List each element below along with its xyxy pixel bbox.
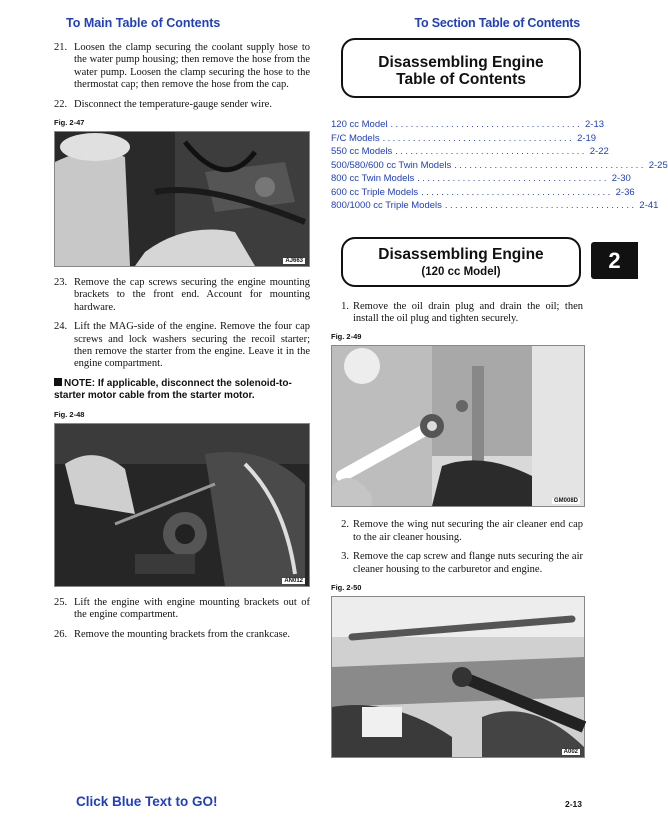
toc-title-line2: Table of Contents [396, 71, 526, 88]
fig-2-47-photo [54, 131, 310, 267]
toc-item-600-triple[interactable]: 600 cc Triple Models ...................................... 2-36 [331, 186, 635, 198]
step-24: 24. Lift the MAG-side of the engine. Remove the four cap screws and lock washers securing the recoil starter; then remove the starter from the engine. Leave it in the engine compartment. [54, 321, 310, 370]
step-26: 26. Remove the mounting brackets from the crankcase. [54, 628, 291, 640]
section-title-box [341, 237, 581, 287]
toc-title-line1: Disassembling Engine [378, 54, 544, 71]
toc-item-120cc[interactable]: 120 cc Model ...................................... 2-13 [331, 119, 605, 130]
toc-item-600-twin[interactable]: 500/580/600 cc Twin Models ...................................... 2-25 [331, 159, 668, 171]
right-column [331, 38, 668, 758]
step-3: 3. Remove the cap screw and flange nuts securing the air cleaner housing to the carburetor and engine. [341, 551, 583, 575]
fig-2-49-label: Fig. 2-49 [331, 332, 362, 342]
section-toc-link[interactable]: To Section Table of Contents [414, 16, 580, 30]
toc-item-550cc[interactable]: 550 cc Models ...................................... 2-22 [331, 146, 609, 157]
fig-2-47-label: Fig. 2-47 [54, 118, 85, 128]
step-1: 1. Remove the oil drain plug and drain the oil; then install the oil plug and tighten securely. [341, 300, 583, 324]
fig-2-48-label: Fig. 2-48 [54, 409, 85, 419]
toc-title-box [341, 38, 581, 98]
fig-2-50-photo [331, 596, 585, 758]
fig-2-48-code: AN012 [284, 577, 303, 584]
fig-2-48-photo [54, 423, 310, 587]
step-23: 23. Remove the cap screws securing the engine mounting brackets to the front end. Account for mounting hardware. [54, 277, 310, 313]
fig-2-49-photo [331, 345, 585, 507]
toc-list [331, 118, 668, 213]
note-marker [54, 378, 62, 386]
step-21: 21. Loosen the clamp securing the coolant supply hose to the water pump housing; then remove the hose from the water pump. Loosen the clamp securing the hose to the thermostat cap; then remove the hose from the cap. [54, 42, 310, 91]
step-25: 25. Lift the engine with engine mounting brackets out of the engine compartment. [54, 596, 310, 621]
left-column [54, 42, 310, 648]
click-blue-text-note: Click Blue Text to GO! [76, 794, 218, 809]
toc-item-800-twin[interactable]: 800 cc Twin Models ...................................... 2-30 [331, 173, 631, 184]
fig-2-50-code: A002 [563, 748, 578, 755]
page-number: 2-13 [564, 799, 582, 809]
step-22: 22. Disconnect the temperature-gauge sender wire. [54, 98, 272, 110]
section-title-line1: Disassembling Engine [378, 245, 544, 263]
section-tab: 2 [591, 242, 638, 279]
toc-item-1000-triple[interactable]: 800/1000 cc Triple Models ...................................... 2-41 [331, 200, 659, 211]
fig-2-49-code: GM008D [553, 498, 578, 505]
toc-item-fc[interactable]: F/C Models ...................................... 2-19 [331, 132, 597, 144]
fig-2-50-label: Fig. 2-50 [331, 582, 362, 592]
step-2: 2. Remove the wing nut securing the air cleaner end cap to the air cleaner housing. [341, 519, 583, 543]
section-title-line2: (120 cc Model) [421, 265, 501, 278]
main-toc-link[interactable]: To Main Table of Contents [66, 16, 221, 30]
fig-2-47-code: AJ663 [285, 258, 303, 265]
note: NOTE: If applicable, disconnect the solenoid-to-starter motor cable from the starter motor. [54, 377, 292, 401]
